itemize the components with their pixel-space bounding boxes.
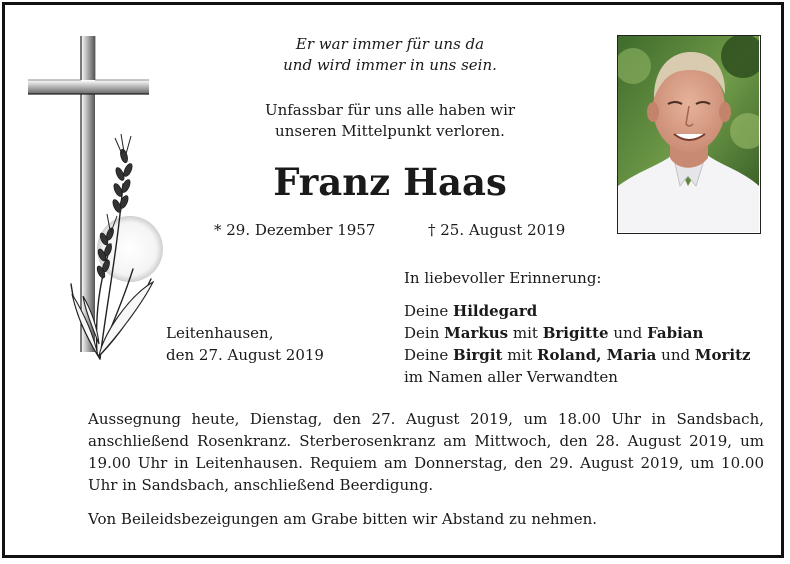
portrait-image <box>618 36 759 232</box>
death-date: † 25. August 2019 <box>428 221 566 239</box>
portrait-photo <box>617 35 761 234</box>
subtitle <box>240 100 540 142</box>
family-line-1: Deine Hildegard <box>404 302 538 320</box>
closing-text: Von Beileidsbezeigungen am Grabe bitten wir Abstand zu nehmen. <box>88 510 598 528</box>
family-list <box>404 300 751 388</box>
motto-line-1: Er war immer für uns da <box>295 35 485 53</box>
family-line-2: Dein Markus mit Brigitte und Fabian <box>404 324 704 342</box>
motto-line-2: und wird immer in uns sein. <box>283 56 497 74</box>
service-text: Aussegnung heute, Dienstag, den 27. August 2019, um 18.00 Uhr in Sandsbach, anschließend Rosenkranz. Sterberosenkranz am Mittwoch, den 28. August 2019, um 19.00 Uhr in Leitenhausen. Requiem am Donnerstag, den 29. August 2019, um 10.00 Uhr in Sandsbach, anschließend Beerdigung. <box>88 410 764 494</box>
place-and-date <box>166 322 324 366</box>
memory-intro: In liebevoller Erinnerung: <box>404 269 602 287</box>
birth-date: * 29. Dezember 1957 <box>214 221 376 239</box>
motto <box>240 34 540 76</box>
family-line-3: Deine Birgit mit Roland, Maria und Moritz <box>404 346 751 364</box>
cross-with-wheat-icon <box>25 34 175 364</box>
date-line: den 27. August 2019 <box>166 346 324 364</box>
subtitle-line-2: unseren Mittelpunkt verloren. <box>275 122 505 140</box>
family-line-4: im Namen aller Verwandten <box>404 368 618 386</box>
deceased-name: Franz Haas <box>273 160 507 204</box>
place-line: Leitenhausen, <box>166 324 274 342</box>
subtitle-line-1: Unfassbar für uns alle haben wir <box>264 101 516 119</box>
